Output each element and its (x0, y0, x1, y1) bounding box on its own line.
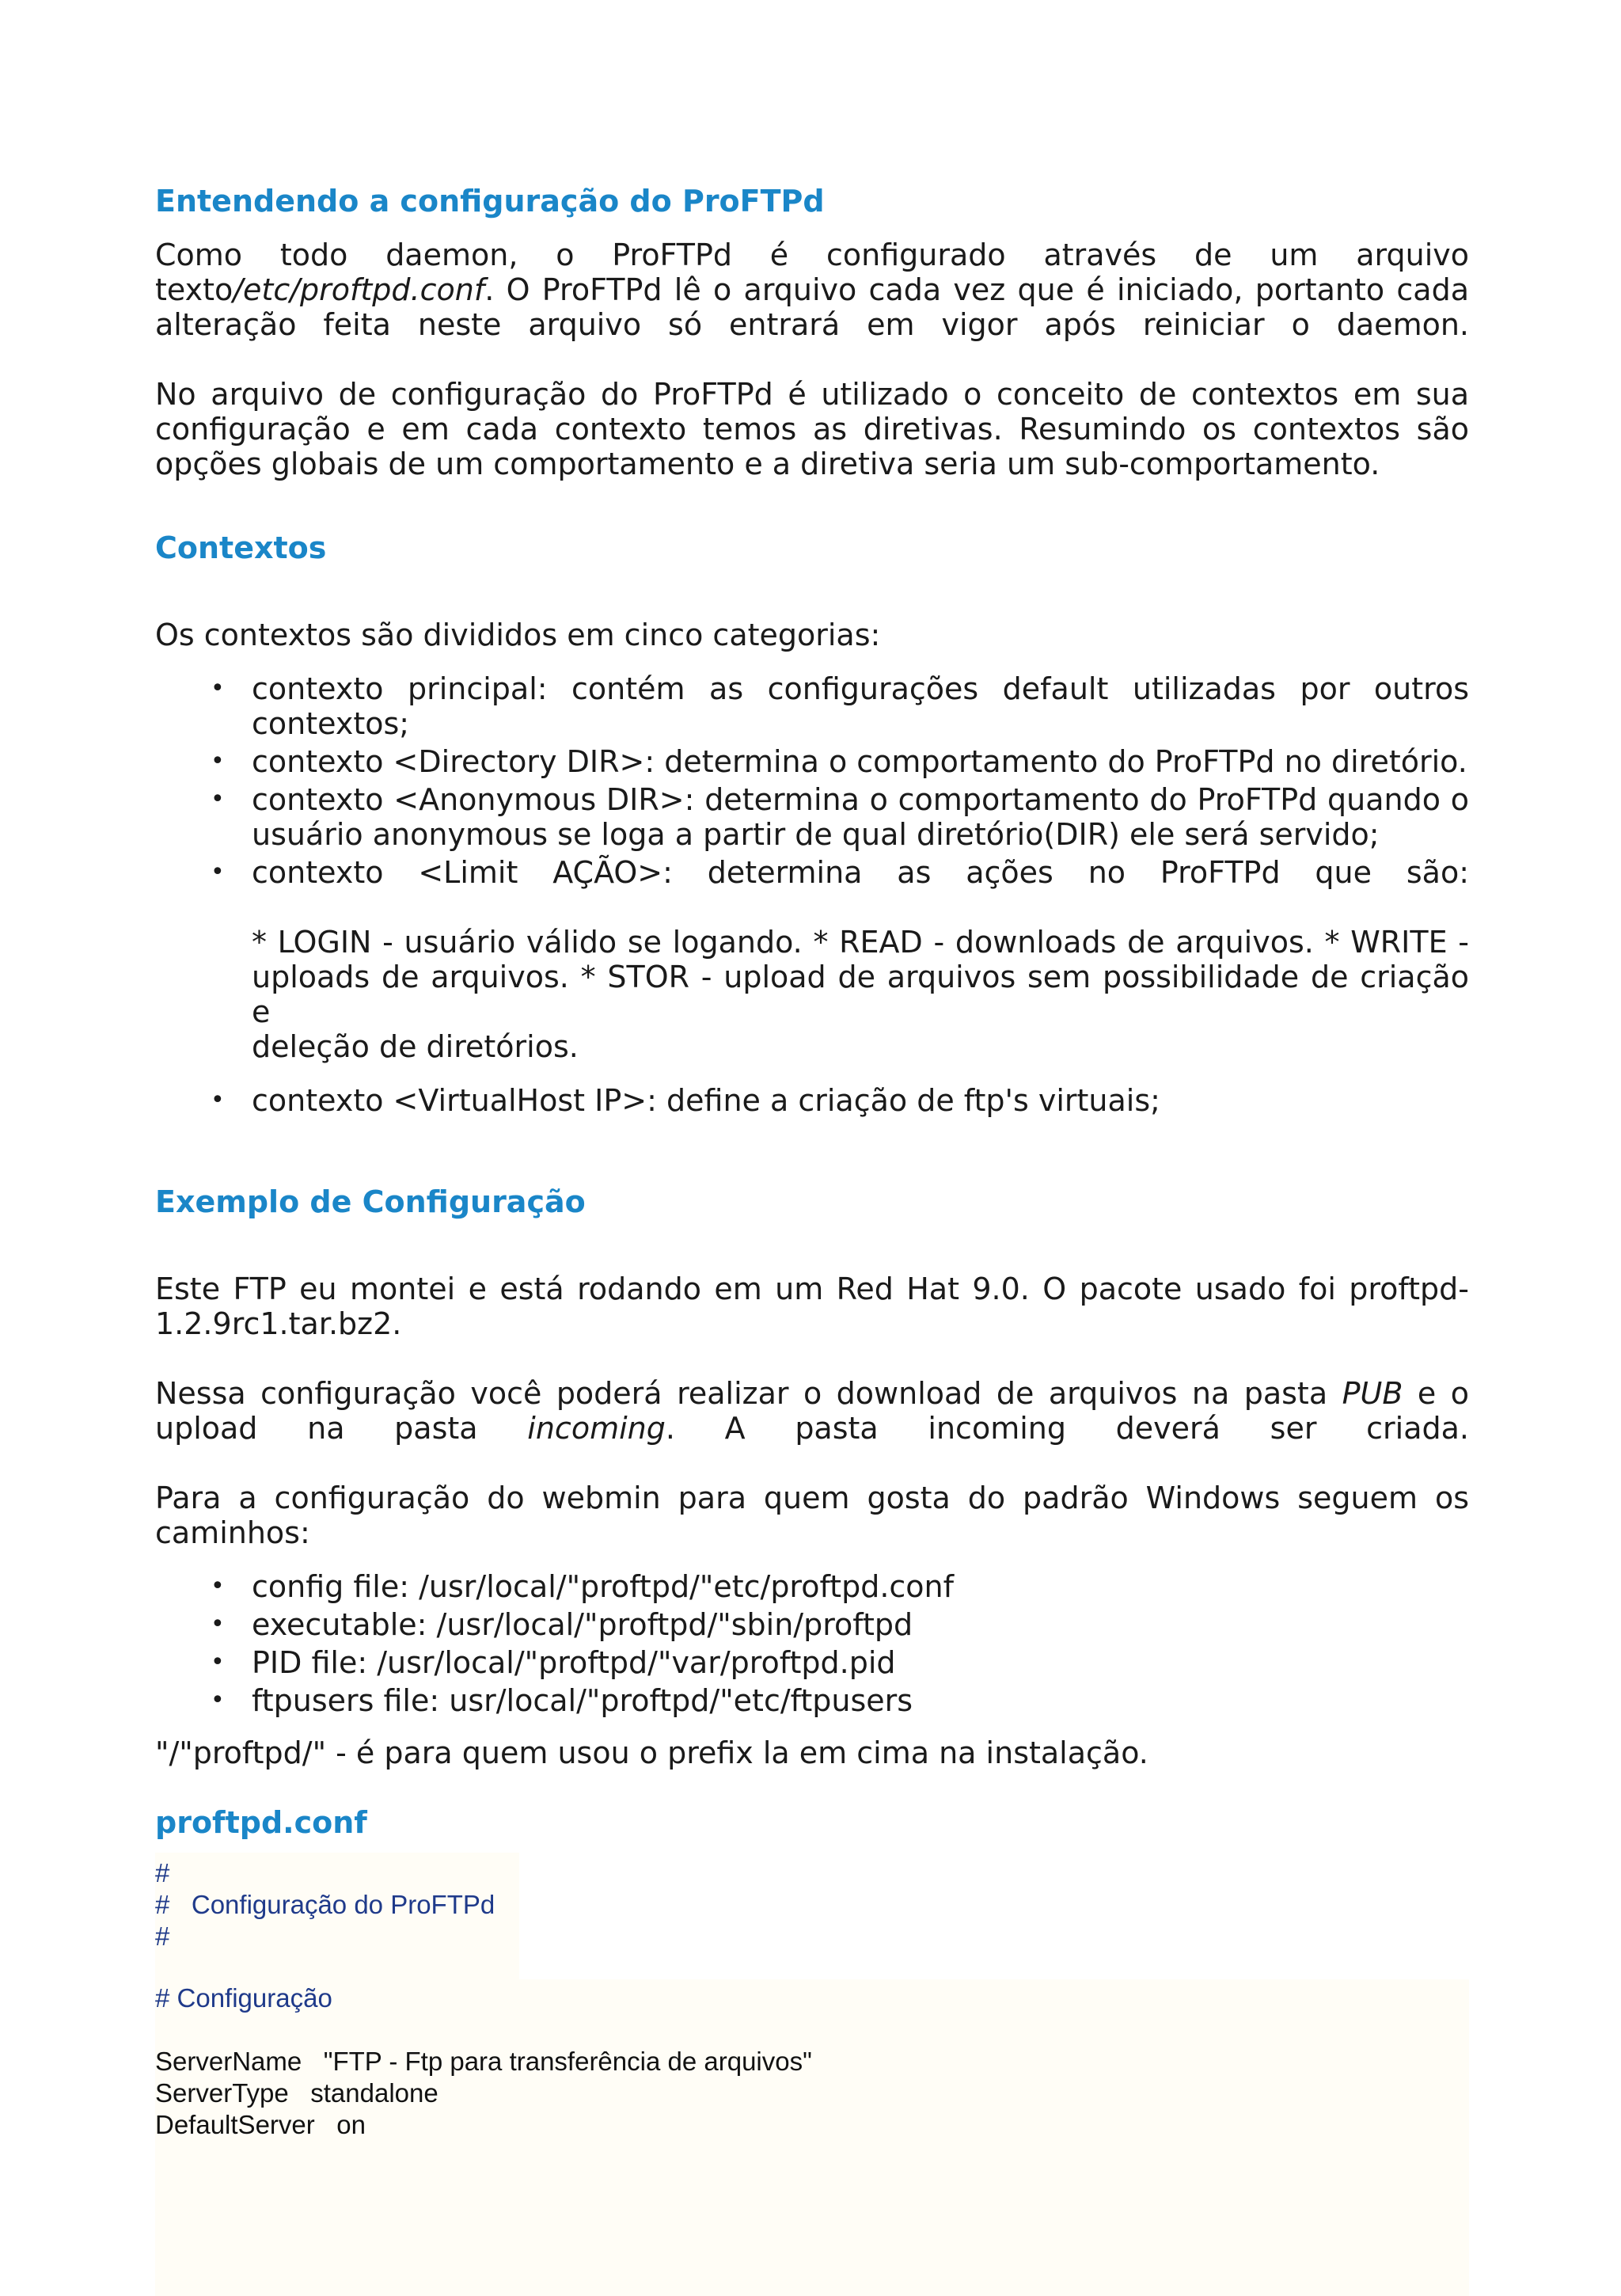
code-comment: # (155, 1858, 170, 1887)
paragraph-categorias: Os contextos são divididos em cinco categorias: (155, 618, 881, 652)
list-item: • contexto principal: contém as configurações default utilizadas por outros contextos; (211, 671, 1469, 741)
heading-entendendo: Entendendo a configuração do ProFTPd (155, 184, 825, 219)
code-line: DefaultServer on (155, 2110, 366, 2139)
list-item: • contexto <Anonymous DIR>: determina o comportamento do ProFTPd quando o usuário anonymous se loga a partir de qual diretório(DIR) ele será servido; (211, 782, 1469, 852)
code-line: ServerName "FTP - Ftp para transferência de arquivos" (155, 2047, 812, 2076)
paragraph-line: Como todo daemon, o ProFTPd é configurado através de um arquivo (155, 238, 1469, 272)
paragraph-contextos-intro (155, 377, 1469, 481)
bullet-icon: • (211, 675, 225, 702)
paragraph-line: opções globais de um comportamento e a diretiva seria um sub-comportamento. (155, 447, 1380, 481)
heading-contextos: Contextos (155, 530, 327, 565)
code-comment: # (155, 1922, 170, 1951)
paragraph-webmin: Para a configuração do webmin para quem gosta do padrão Windows seguem os caminhos: (155, 1481, 1469, 1550)
bullet-icon: • (211, 1572, 225, 1600)
paragraph-prefix-note: "/"proftpd/" - é para quem usou o prefix la em cima na instalação. (155, 1735, 1148, 1770)
list-item: • contexto <Limit AÇÃO>: determina as ações no ProFTPd que são: * LOGIN - usuário válido se logando. * READ - downloads de arquivos. * WRITE - uploads de arquivos. * STOR - upload de arquivos sem possibilidade de criação e deleção de diretórios. (211, 855, 1469, 1064)
file-path: /etc/proftpd.conf (233, 272, 485, 307)
list-item: • contexto <VirtualHost IP>: define a criação de ftp's virtuais; (211, 1083, 1160, 1118)
bullet-icon: • (211, 1648, 225, 1676)
bullet-icon: • (211, 1686, 225, 1714)
bullet-icon: • (211, 1086, 225, 1114)
bullet-icon: • (211, 858, 225, 886)
path-list (155, 1569, 1469, 1718)
paragraph-line: No arquivo de configuração do ProFTPd é utilizado o conceito de contextos em sua (155, 377, 1469, 412)
bullet-icon: • (211, 785, 225, 813)
paragraph-line: configuração e em cada contexto temos as diretivas. Resumindo os contextos são (155, 412, 1469, 447)
bullet-icon: • (211, 747, 225, 775)
code-comment: # Configuração (155, 1983, 332, 2013)
context-list (155, 671, 1469, 1118)
list-item: • PID file: /usr/local/"proftpd/"var/proftpd.pid (211, 1645, 896, 1680)
paragraph-line: alteração feita neste arquivo só entrará em vigor após reiniciar o daemon. (155, 307, 1469, 342)
bullet-icon: • (211, 1610, 225, 1638)
list-item: • contexto <Directory DIR>: determina o comportamento do ProFTPd no diretório. (211, 744, 1467, 779)
paragraph-line: texto/etc/proftpd.conf. O ProFTPd lê o arquivo cada vez que é iniciado, portanto cada (155, 272, 1469, 307)
paragraph-intro (155, 238, 1469, 342)
paragraph-pastas: Nessa configuração você poderá realizar o download de arquivos na pasta PUB e o upload na pasta incoming. A pasta incoming deverá ser criada. (155, 1376, 1469, 1446)
list-item: • config file: /usr/local/"proftpd/"etc/proftpd.conf (211, 1569, 955, 1604)
paragraph-redhat: Este FTP eu montei e está rodando em um Red Hat 9.0. O pacote usado foi proftpd- 1.2.9rc1.tar.bz2. (155, 1272, 1469, 1341)
heading-exemplo: Exemplo de Configuração (155, 1184, 586, 1219)
code-comment: # Configuração do ProFTPd (155, 1890, 495, 1919)
list-item: • ftpusers file: usr/local/"proftpd/"etc/ftpusers (211, 1683, 913, 1718)
heading-proftpd-conf: proftpd.conf (155, 1805, 367, 1840)
code-line: ServerType standalone (155, 2078, 438, 2108)
list-item: • executable: /usr/local/"proftpd/"sbin/proftpd (211, 1607, 913, 1642)
